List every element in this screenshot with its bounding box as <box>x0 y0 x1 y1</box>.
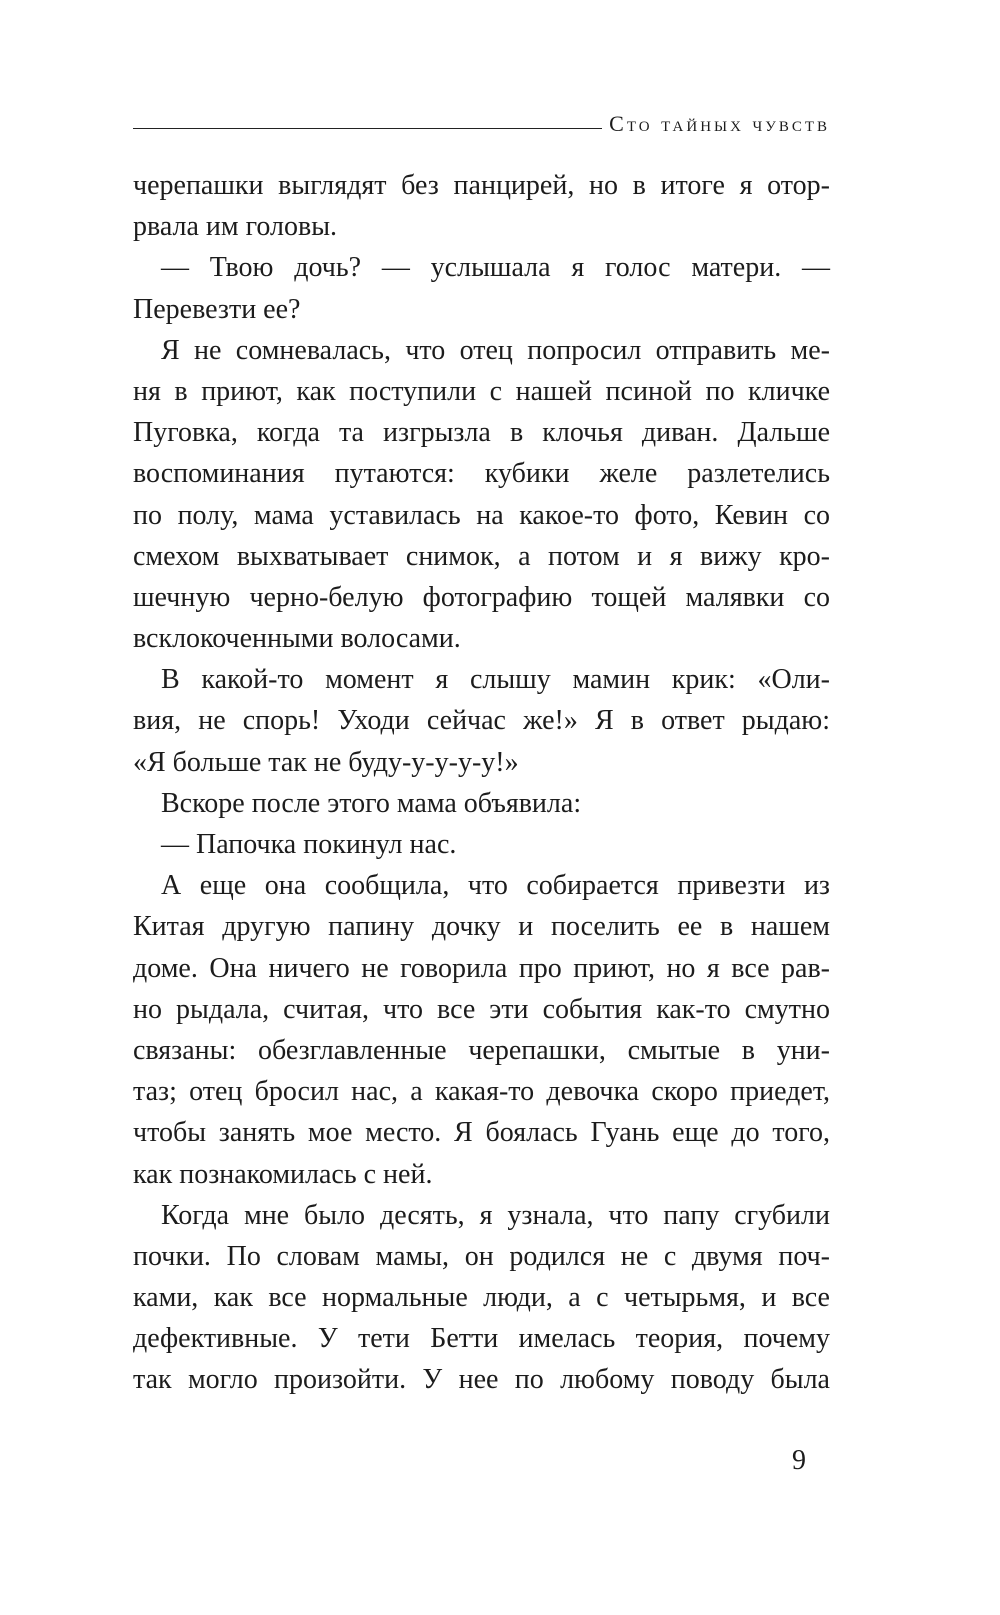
text-line: В какой-то момент я слышу мамин крик: «Оли- <box>161 664 830 696</box>
paragraph <box>133 824 830 865</box>
text-line: так могло произойти. У нее по любому поводу была <box>133 1364 830 1396</box>
text-line: ня в приют, как поступили с нашей псиной по кличке <box>133 375 830 407</box>
text-line: чтобы занять мое место. Я боялась Гуань еще до того, <box>133 1117 830 1149</box>
text-line: А еще она сообщила, что собирается привезти из <box>161 870 830 902</box>
text-line: — Папочка покинул нас. <box>161 829 457 860</box>
text-line: дефективные. У тети Бетти имелась теория, почему <box>133 1323 830 1355</box>
text-line: — Твою дочь? — услышала я голос матери. — <box>161 252 830 284</box>
paragraph <box>133 865 830 1195</box>
text-line: шечную черно-белую фотографию тощей малявки со <box>133 581 830 613</box>
paragraph <box>133 659 830 783</box>
text-line: Пуговка, когда та изгрызла в клочья диван. Дальше <box>133 417 830 449</box>
text-line: Перевезти ее? <box>133 293 301 325</box>
text-line: вия, не спорь! Уходи сейчас же!» Я в ответ рыдаю: <box>133 705 830 737</box>
text-line: Китая другую папину дочку и поселить ее в нашем <box>133 911 830 943</box>
text-line: почки. По словам мамы, он родился не с двумя поч- <box>133 1240 830 1272</box>
text-line: Когда мне было десять, я узнала, что папу сгубили <box>161 1199 830 1231</box>
text-line: Вскоре после этого мама объявила: <box>161 787 582 819</box>
running-title: Сто тайных чувств <box>609 111 830 136</box>
text-line: «Я больше так не буду-у-у-у-у!» <box>133 746 519 778</box>
text-line: по полу, мама уставилась на какое-то фото, Кевин со <box>133 499 830 531</box>
text-line: таз; отец бросил нас, а какая-то девочка скоро приедет, <box>133 1076 830 1108</box>
text-line: но рыдала, считая, что все эти события как-то смутно <box>133 993 830 1025</box>
text-line: смехом выхватывает снимок, а потом и я вижу кро- <box>133 540 830 572</box>
paragraph-continues <box>133 1195 830 1401</box>
text-line: рвала им головы. <box>133 211 338 243</box>
page-number: 9 <box>792 1445 806 1476</box>
text-line: связаны: обезглавленные черепашки, смытые в уни- <box>133 1034 830 1066</box>
text-line: Я не сомневалась, что отец попросил отправить ме- <box>161 334 830 366</box>
paragraph <box>133 783 830 824</box>
paragraph <box>133 330 830 660</box>
page-body <box>133 165 830 1401</box>
text-line: черепашки выглядят без панцирей, но в итоге я отор- <box>133 170 830 201</box>
text-line: ками, как все нормальные люди, а с четырьмя, и все <box>133 1282 830 1314</box>
text-line: воспоминания путаются: кубики желе разлетелись <box>133 458 830 490</box>
text-line: доме. Она ничего не говорила про приют, но я все рав- <box>133 952 830 984</box>
header-rule <box>133 128 602 130</box>
text-line: как познакомилась с ней. <box>133 1158 433 1190</box>
running-header <box>133 113 830 135</box>
text-line: всклокоченными волосами. <box>133 623 461 655</box>
paragraph-continued <box>133 165 830 247</box>
paragraph <box>133 247 830 329</box>
